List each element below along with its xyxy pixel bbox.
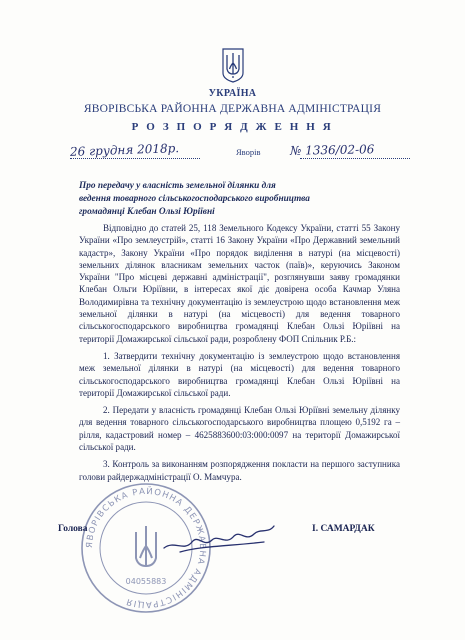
handwritten-signature-icon <box>160 512 280 558</box>
stamp-code: 04055883 <box>125 577 167 586</box>
date-underline <box>70 158 200 159</box>
signatory-role: Голова <box>58 524 88 534</box>
ukraine-trident-emblem-icon <box>221 47 245 83</box>
order-item-3: 3. Контроль за виконанням розпорядження покласти на першого заступника голови райдержадміністрації О. Мамчура. <box>79 459 400 482</box>
document-type-heading: Р О З П О Р Я Д Ж Е Н Н Я <box>131 121 334 133</box>
preamble-paragraph: Відповідно до статей 25, 118 Земельного Кодексу України, статті 55 Закону України «Про землеустрій», статті 16 Закону України «Про Державний земельний кадастр», Закону України «Про порядок виділення в натурі (на місцевості) земельних ділянок власникам земельних часток (паїв)», керуючись Законом України "Про місцеві державні адміністрації", розглянувши заяву громадянки Клебан Ольги Юріївни, в інтересах якої діє довірена особа Качмар Уляна Володимирівна та технічну документацію із землеустрою щодо встановлення меж земельної ділянки в натурі (на місцевості) для ведення товарного сільськогосподарського виробництва громадянці Клебан Ользі Юріївні на території Домажирської сільської ради, розроблену ФОП Спільник Р.Б.: <box>79 223 400 344</box>
country-heading: УКРАЇНА <box>208 88 257 99</box>
document-number: № 1336/02-06 <box>289 142 375 158</box>
stamp-ring-text: ЯВОРІВСЬКА РАЙОННА ДЕРЖАВНА АДМІНІСТРАЦІЯ <box>84 486 208 610</box>
subject-line: ведення товарного сільськогосподарського виробництва <box>79 194 310 204</box>
order-item-1: 1. Затвердити технічну документацію із землеустрою щодо встановлення меж земельної ділянки в натурі (на місцевості) для ведення товарного сільськогосподарського виробництва громадянці Клебан Ользі Юріївні на території Домажирської сільської ради. <box>79 350 400 398</box>
signatory-name: І. САМАРДАК <box>312 524 375 534</box>
document-date: 26 грудня 2018р. <box>69 141 180 159</box>
subject-line: Про передачу у власність земельної ділянки для <box>79 181 276 191</box>
organization-heading: ЯВОРІВСЬКА РАЙОННА ДЕРЖАВНА АДМІНІСТРАЦІЯ <box>83 103 382 115</box>
order-item-2: 2. Передати у власність громадянці Клебан Ользі Юріївні земельну ділянку для ведення товарного сільськогосподарського виробництва площею 0,5192 га – рілля, кадастровий номер – 4625883600:03:000:0097 на території Домажирської сільської ради. <box>79 405 400 453</box>
number-underline <box>300 158 410 159</box>
document-body <box>79 222 400 483</box>
subject-line: громадянці Клебан Ользі Юріївні <box>79 207 215 217</box>
document-place: Яворів <box>236 147 261 157</box>
document-subject <box>79 180 319 219</box>
